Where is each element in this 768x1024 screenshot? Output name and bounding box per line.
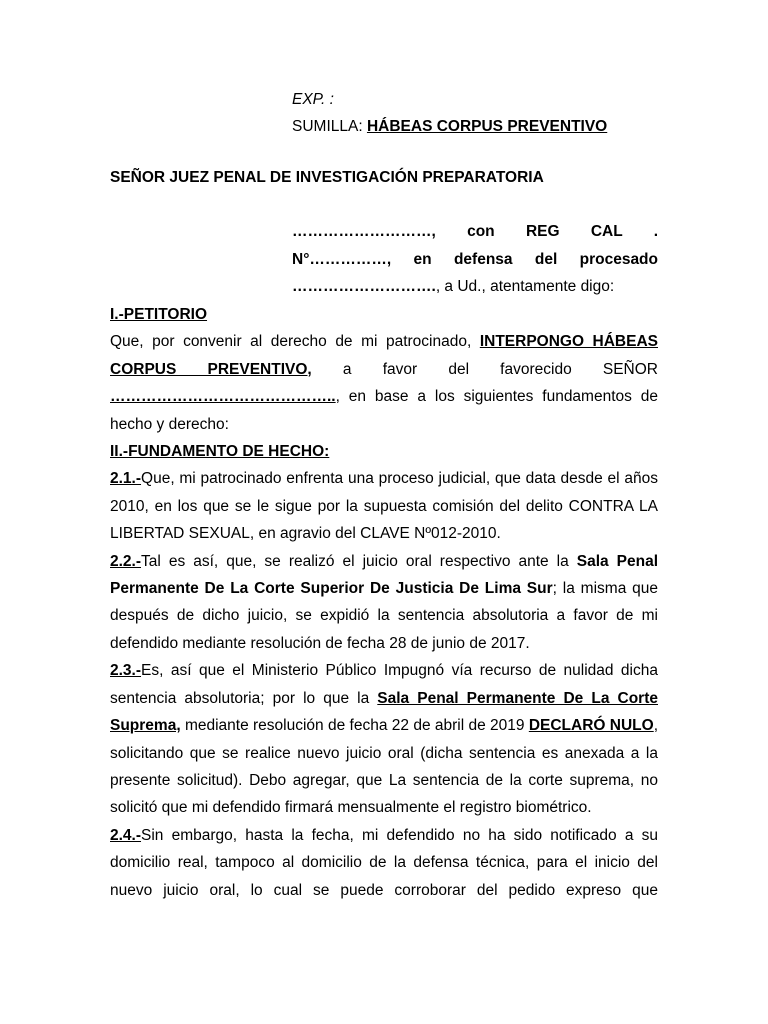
fundamento-heading: II.-FUNDAMENTO DE HECHO: bbox=[110, 443, 330, 461]
petitorio-text-1: Que, por convenir al derecho de mi patrocinado, bbox=[110, 333, 480, 351]
paragraph-2-2 bbox=[110, 548, 658, 658]
intro-line-1: ………………………, con REG CAL . bbox=[292, 223, 658, 240]
paragraph-2-3-text-3: , solicitando que se realice nuevo juicio oral (dicha sentencia es anexada a la presente solicitud). Debo agregar, que La sentencia de la corte suprema, no solicitó que mi defendido firmará mensualmente el registro biométrico. bbox=[110, 717, 659, 817]
paragraph-2-1-number: 2.1.- bbox=[110, 470, 142, 488]
paragraph-2-4 bbox=[110, 822, 658, 904]
paragraph-2-2-text-1: Tal es así, que, se realizó el juicio oral respectivo ante la bbox=[141, 552, 577, 570]
petitorio-bold-2: …………………………………….. bbox=[110, 388, 336, 406]
expediente-label: EXP. : bbox=[292, 91, 334, 108]
paragraph-2-2-text-2: ; la misma que después de dicho juicio, se expidió la sentencia absolutoria a favor de mi defendido mediante resolución de fecha 28 de junio de 2017. bbox=[110, 580, 659, 652]
paragraph-2-2-number: 2.2.- bbox=[110, 552, 142, 570]
intro-line-3 bbox=[292, 273, 658, 301]
paragraph-2-1 bbox=[110, 465, 658, 547]
intro-block bbox=[292, 218, 658, 301]
paragraph-2-1-text: Que, mi patrocinado enfrenta una proceso judicial, que data desde el años 2010, en los que se le sigue por la supuesta comisión del delito CONTRA LA LIBERTAD SEXUAL, en agravio del CLAVE Nº012-2010. bbox=[110, 470, 658, 543]
petitorio-heading: I.-PETITORIO bbox=[110, 306, 208, 323]
petitorio-text-2: a favor del favorecido SEÑOR bbox=[311, 360, 658, 378]
petitorio-paragraph bbox=[110, 328, 658, 438]
intro-line-3-dots: ………………………. bbox=[292, 278, 436, 295]
document-body bbox=[110, 301, 658, 904]
paragraph-2-2-bold: Sala Penal Permanente De La Corte Superior De Justicia De Lima Sur bbox=[110, 552, 658, 598]
addressee-heading: SEÑOR JUEZ PENAL DE INVESTIGACIÓN PREPARATORIA bbox=[110, 169, 544, 186]
sumilla-line bbox=[292, 113, 607, 140]
paragraph-2-4-text: Sin embargo, hasta la fecha, mi defendido no ha sido notificado a su domicilio real, tampoco al domicilio de la defensa técnica, para el inicio del nuevo juicio oral, lo cual se puede corroborar del pedido expreso que bbox=[110, 826, 658, 899]
paragraph-2-3-text-1: Es, así que el Ministerio Público Impugnó vía recurso de nulidad dicha sentencia absolutoria; por lo que la bbox=[110, 662, 658, 707]
paragraph-2-3 bbox=[110, 657, 658, 821]
petitorio-text-3: , en base a los siguientes fundamentos de hecho y derecho: bbox=[110, 388, 658, 433]
sumilla-value: HÁBEAS CORPUS PREVENTIVO bbox=[366, 118, 608, 135]
sumilla-label: SUMILLA: bbox=[292, 118, 367, 135]
intro-line-3-text: , a Ud., atentamente digo: bbox=[435, 278, 615, 295]
paragraph-2-3-text-2: mediante resolución de fecha 22 de abril de 2019 bbox=[180, 717, 529, 735]
petitorio-bold-1: INTERPONGO HÁBEAS CORPUS PREVENTIVO, bbox=[110, 333, 658, 378]
paragraph-2-3-bold-2: DECLARÓ NULO bbox=[528, 717, 654, 735]
paragraph-2-4-number: 2.4.- bbox=[110, 826, 142, 844]
intro-line-2: N°……………, en defensa del procesado bbox=[292, 250, 658, 268]
document-header bbox=[292, 86, 607, 140]
paragraph-2-3-number: 2.3.- bbox=[110, 662, 142, 680]
paragraph-2-3-bold-1: Sala Penal Permanente De La Corte Suprema, bbox=[110, 689, 658, 735]
